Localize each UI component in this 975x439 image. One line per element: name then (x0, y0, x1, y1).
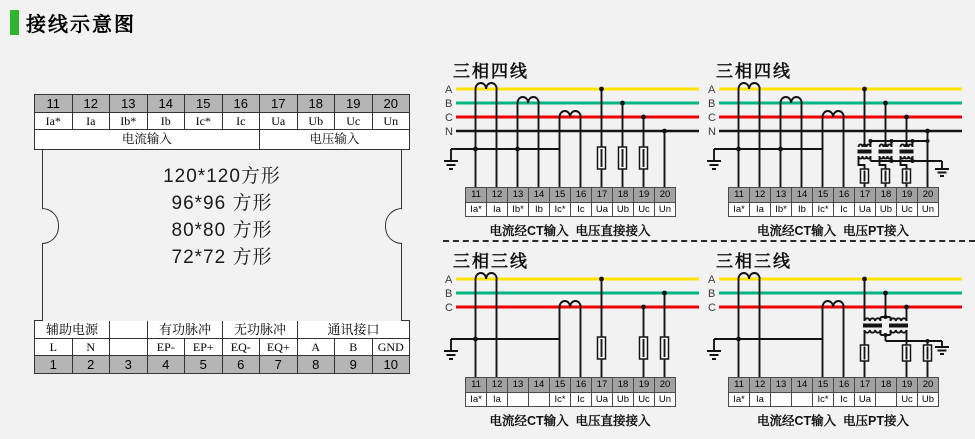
ground-symbol (707, 351, 721, 359)
terminal-number: 3 (110, 356, 148, 373)
case-size-line: 80*80 方形 (171, 220, 273, 241)
diagram-3p3w-direct (443, 247, 705, 429)
phase-a-label: A (708, 274, 716, 286)
fuse-symbol (598, 337, 606, 359)
terminal-label: Ia* (466, 393, 487, 406)
terminal-label: Ua (592, 393, 613, 406)
ground-bus (451, 339, 560, 351)
terminal-number: 16 (571, 188, 592, 202)
terminal-number: 16 (834, 188, 855, 202)
fuse-symbol (640, 147, 648, 169)
terminal-number: 13 (508, 378, 529, 392)
terminal-number: 17 (592, 378, 613, 392)
terminal-number: 13 (508, 188, 529, 202)
terminal-labels-row (466, 392, 675, 406)
terminal-number: 6 (223, 356, 261, 373)
terminal-label: Ub (613, 393, 634, 406)
terminal-number: 18 (876, 188, 897, 202)
terminal-number: 1 (35, 356, 73, 373)
terminal-label: Ua (855, 393, 876, 406)
terminal-number: 20 (922, 379, 934, 390)
terminal-number: 16 (571, 378, 592, 392)
fuse-symbol (861, 345, 869, 361)
terminal-numbers-row (729, 378, 938, 392)
terminal-number: 15 (550, 188, 571, 202)
terminal-labels-row (729, 202, 938, 216)
terminal-number: 15 (185, 95, 223, 112)
terminal-label (876, 393, 897, 406)
terminal-number: 12 (750, 188, 771, 202)
terminal-labels-row (729, 392, 938, 406)
terminal-label: Ic (834, 393, 855, 406)
terminal-label: Ia* (729, 393, 750, 406)
diagram-caption: 电流经CT输入 电压直接接入 (489, 224, 651, 238)
page-header (10, 8, 136, 37)
terminal-number: 12 (487, 188, 508, 202)
terminal-label: Ub (921, 394, 935, 405)
terminal-number: 18 (613, 378, 634, 392)
ground-symbol (707, 161, 721, 169)
terminal-number: 12 (73, 95, 111, 112)
terminal-group-label: 电压输入 (309, 132, 360, 146)
phase-a-label: A (708, 84, 716, 96)
fuse-symbol (640, 337, 648, 359)
terminal-number: 2 (73, 356, 111, 373)
terminal-label: Uc (897, 203, 918, 216)
terminal-label (792, 393, 813, 406)
fuse-symbol (903, 345, 911, 361)
fuse-symbol (903, 169, 911, 183)
bottom-terminal-numbers-row (34, 355, 410, 374)
diagram-title: 三相四线 (716, 62, 792, 81)
terminal-group-label: 有功脉冲 (148, 321, 223, 338)
case-size-line: 72*72 方形 (171, 247, 273, 268)
case-size-line: 120*120方形 (163, 166, 281, 187)
pt-primary-drops (865, 279, 907, 321)
terminal-label: Ic (223, 113, 261, 129)
terminal-group-label: 辅助电源 (35, 321, 110, 338)
phase-a-label: A (445, 84, 453, 96)
top-terminal-numbers-row (34, 94, 410, 113)
terminal-label: Ua (592, 203, 613, 216)
terminal-group-label: 电流输入 (35, 130, 260, 149)
terminal-number: 16 (834, 378, 855, 392)
bottom-terminal-groups-row (34, 320, 410, 339)
terminal-label: Uc (335, 113, 373, 129)
phase-b-label: B (708, 98, 716, 110)
terminal-label: Ua (260, 113, 298, 129)
terminal-number: 13 (771, 188, 792, 202)
terminal-label: Ic* (550, 203, 571, 216)
terminal-number: 11 (466, 378, 487, 392)
terminal-label: Un (921, 204, 935, 215)
terminal-label: Ia* (466, 203, 487, 216)
terminal-label: Ua (855, 203, 876, 216)
pt-symbol (889, 318, 908, 332)
terminal-strip (465, 187, 676, 217)
meter-body (42, 150, 402, 321)
terminal-label: Ia (750, 393, 771, 406)
terminal-label: Ic* (185, 113, 223, 129)
terminal-number: 19 (897, 188, 918, 202)
terminal-number: 20 (383, 96, 398, 111)
ground-symbol (935, 169, 949, 176)
ground-bus (451, 149, 560, 161)
diagram-3p3w-pt (706, 247, 968, 429)
terminal-number: 19 (897, 378, 918, 392)
terminal-number: 20 (922, 189, 934, 200)
terminal-labels-row (466, 202, 675, 216)
terminal-label: L (35, 339, 73, 355)
terminal-number: 5 (185, 356, 223, 373)
diagram-caption: 电流经CT输入 电压PT接入 (756, 224, 910, 238)
dashed-divider (443, 240, 975, 242)
ground-symbol (444, 351, 458, 359)
terminal-label: Ia* (729, 203, 750, 216)
terminal-number: 19 (335, 95, 373, 112)
terminal-number: 15 (550, 378, 571, 392)
terminal-strip (728, 187, 939, 217)
terminal-number: 14 (148, 95, 186, 112)
terminal-group-label: 通讯接口 (327, 322, 380, 337)
phase-c-label: C (708, 112, 716, 124)
terminal-number: 17 (855, 188, 876, 202)
terminal-number: 13 (110, 95, 148, 112)
phase-b-label: B (445, 98, 453, 110)
ground-symbol (444, 161, 458, 169)
terminal-label: Ia* (35, 113, 73, 129)
terminal-label: Ic (571, 393, 592, 406)
diagram-3p4w-pt (706, 57, 968, 239)
terminal-number: 14 (792, 188, 813, 202)
terminal-label: Ic* (813, 393, 834, 406)
pt-symbol (863, 318, 882, 332)
terminal-label: N (73, 339, 111, 355)
terminal-numbers-row (729, 188, 938, 202)
terminal-label: Ib* (110, 113, 148, 129)
terminal-number: 17 (260, 95, 298, 112)
wiring-drawing-3p3w-pt (706, 267, 968, 377)
terminal-number: 11 (466, 188, 487, 202)
diagram-title: 三相四线 (453, 62, 529, 81)
terminal-number: 11 (729, 188, 750, 202)
top-terminal-groups-row (34, 129, 410, 150)
diagram-title: 三相三线 (716, 252, 792, 271)
terminal-label: Ic (834, 203, 855, 216)
terminal-group-label: 无功脉冲 (223, 321, 298, 338)
terminal-label (110, 339, 148, 355)
phase-c-label: C (445, 112, 453, 124)
terminal-number: 14 (529, 378, 550, 392)
green-accent-bar (10, 10, 19, 35)
phase-b-label: B (445, 288, 453, 300)
terminal-number: 19 (634, 378, 655, 392)
terminal-number: 11 (35, 95, 73, 112)
neutral-label: N (445, 126, 453, 138)
terminal-label: EP+ (185, 339, 223, 355)
terminal-label: Ub (613, 203, 634, 216)
terminal-group-label (110, 321, 148, 338)
wiring-drawing-3p4w-pt (706, 77, 968, 187)
terminal-label: EQ- (223, 339, 261, 355)
terminal-label: EQ+ (260, 339, 298, 355)
terminal-label: EP- (148, 339, 186, 355)
diagram-caption: 电流经CT输入 电压PT接入 (756, 414, 910, 428)
wiring-drawing-3p3w-direct (443, 267, 705, 377)
terminal-number: 15 (813, 378, 834, 392)
fuse-symbol (924, 345, 932, 361)
terminal-number: 18 (298, 95, 336, 112)
terminal-number: 14 (792, 378, 813, 392)
terminal-number: 12 (750, 378, 771, 392)
terminal-label: B (335, 339, 373, 355)
terminal-label: Ib* (508, 203, 529, 216)
terminal-number: 13 (771, 378, 792, 392)
terminal-number: 10 (383, 357, 398, 372)
terminal-number: 11 (729, 378, 750, 392)
terminal-label: Un (658, 204, 672, 215)
terminal-label: Ib (792, 203, 813, 216)
terminal-label: Ib (529, 203, 550, 216)
meter-terminal-layout (34, 95, 410, 374)
terminal-label: Uc (634, 203, 655, 216)
terminal-label: GND (377, 340, 404, 354)
top-terminal-labels-row (34, 112, 410, 130)
terminal-label: Ia (487, 393, 508, 406)
diagram-title: 三相三线 (453, 252, 529, 271)
terminal-strip (465, 377, 676, 407)
diagram-3p4w-direct (443, 57, 705, 239)
bottom-terminal-labels-row (34, 338, 410, 356)
terminal-label: Ic (571, 203, 592, 216)
ground-bus (714, 339, 823, 351)
terminal-numbers-row (466, 188, 675, 202)
phase-b-label: B (708, 288, 716, 300)
phase-a-label: A (445, 274, 453, 286)
terminal-number: 15 (813, 188, 834, 202)
phase-c-label: C (708, 302, 716, 314)
terminal-strip (728, 377, 939, 407)
terminal-label: Ic* (813, 203, 834, 216)
neutral-label: N (708, 126, 716, 138)
terminal-number: 9 (335, 356, 373, 373)
terminal-label: Ib (148, 113, 186, 129)
terminal-label (508, 393, 529, 406)
terminal-number: 19 (634, 188, 655, 202)
terminal-label (529, 393, 550, 406)
terminal-number: 16 (223, 95, 261, 112)
terminal-label: Uc (897, 393, 918, 406)
terminal-label: Ub (298, 113, 336, 129)
terminal-number: 18 (876, 378, 897, 392)
terminal-label: Ub (876, 203, 897, 216)
case-size-line: 96*96 方形 (171, 193, 273, 214)
diagram-caption: 电流经CT输入 电压直接接入 (489, 414, 651, 428)
terminal-label: Ia (750, 203, 771, 216)
page-title: 接线示意图 (26, 14, 136, 36)
terminal-number: 4 (148, 356, 186, 373)
terminal-numbers-row (466, 378, 675, 392)
terminal-label: Un (658, 394, 672, 405)
terminal-label: Uc (634, 393, 655, 406)
ground-bus (714, 149, 823, 161)
fuse-symbol (661, 337, 669, 359)
terminal-number: 20 (659, 379, 671, 390)
fuse-symbol (598, 147, 606, 169)
terminal-label: Ia (73, 113, 111, 129)
terminal-number: 18 (613, 188, 634, 202)
terminal-number: 14 (529, 188, 550, 202)
pt-secondary-leads (865, 330, 928, 377)
fuse-symbol (882, 169, 890, 183)
terminal-label: A (298, 339, 336, 355)
wiring-drawing-3p4w-direct (443, 77, 705, 187)
terminal-number: 12 (487, 378, 508, 392)
terminal-label (771, 393, 792, 406)
fuse-symbol (619, 147, 627, 169)
terminal-number: 20 (659, 189, 671, 200)
ground-symbol (935, 347, 949, 354)
terminal-number: 8 (298, 356, 336, 373)
phase-c-label: C (445, 302, 453, 314)
terminal-label: Ia (487, 203, 508, 216)
fuse-symbol (861, 169, 869, 183)
case-size-list (43, 150, 401, 271)
terminal-label: Ic* (550, 393, 571, 406)
terminal-label: Un (383, 114, 399, 128)
terminal-number: 7 (260, 356, 298, 373)
terminal-number: 17 (855, 378, 876, 392)
terminal-label: Ib* (771, 203, 792, 216)
terminal-number: 17 (592, 188, 613, 202)
